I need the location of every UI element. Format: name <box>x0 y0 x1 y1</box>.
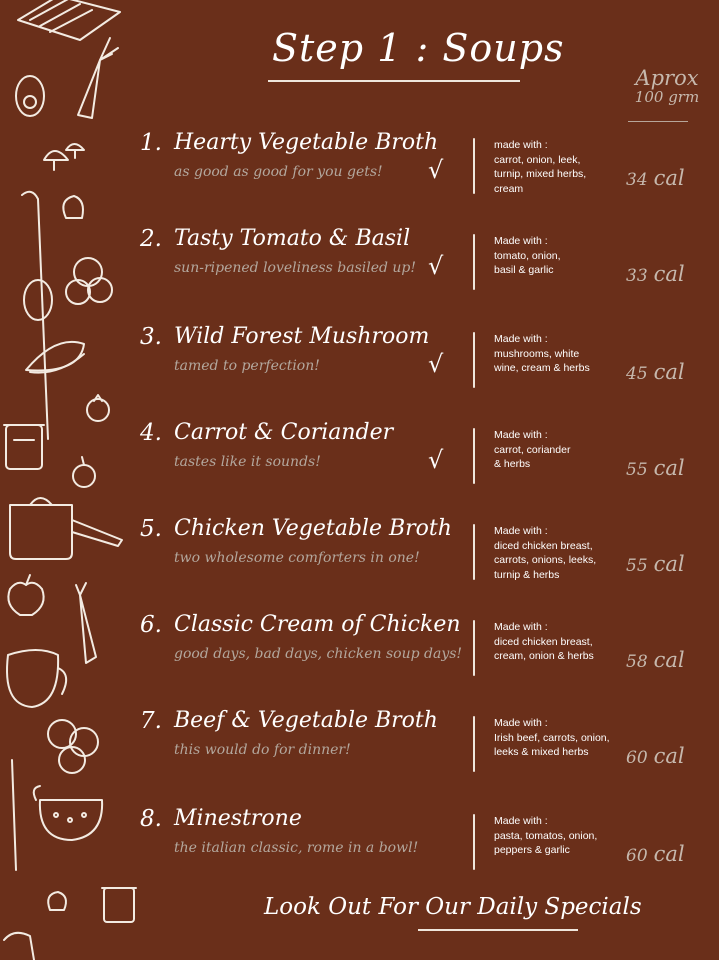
item-calories <box>626 360 685 384</box>
calorie-value: 60 <box>626 748 648 768</box>
made-with-label: Made with : <box>494 525 548 537</box>
made-with-label: Made with : <box>494 429 548 441</box>
aprox-label: Aprox <box>635 66 699 90</box>
item-divider <box>473 620 475 676</box>
item-number: 8. <box>140 806 162 832</box>
item-ingredients: carrot, onion, leek, turnip, mixed herbs, cream <box>494 153 587 195</box>
vegetarian-check-icon: √ <box>428 252 444 280</box>
calorie-unit: cal <box>653 166 685 190</box>
calorie-value: 60 <box>626 846 648 866</box>
made-with-label: Made with : <box>494 333 548 345</box>
item-calories <box>626 456 685 480</box>
item-name: Chicken Vegetable Broth <box>174 516 452 541</box>
item-ingredients-block <box>494 332 624 376</box>
item-tagline: the italian classic, rome in a bowl! <box>174 840 419 856</box>
garlic-icon-2 <box>48 892 66 910</box>
calorie-value: 45 <box>626 364 648 384</box>
item-ingredients: diced chicken breast, cream, onion & herbs <box>494 635 594 662</box>
item-ingredients: Irish beef, carrots, onion, leeks & mixed herbs <box>494 731 610 758</box>
vegetarian-check-icon: √ <box>428 446 444 474</box>
item-tagline: tamed to perfection! <box>174 358 320 374</box>
item-name: Wild Forest Mushroom <box>174 324 430 349</box>
item-calories <box>626 744 685 768</box>
made-with-label: Made with : <box>494 235 548 247</box>
item-calories <box>626 648 685 672</box>
vegetarian-check-icon: √ <box>428 156 444 184</box>
item-ingredients-block <box>494 716 624 760</box>
menu-item <box>0 420 719 500</box>
footer-underline <box>418 929 578 931</box>
item-name: Classic Cream of Chicken <box>174 612 461 637</box>
item-number: 2. <box>140 226 162 252</box>
made-with-label: Made with : <box>494 621 548 633</box>
item-ingredients: pasta, tomatos, onion, peppers & garlic <box>494 829 598 856</box>
item-ingredients: diced chicken breast, carrots, onions, leeks, turnip & herbs <box>494 539 597 581</box>
item-divider <box>473 234 475 290</box>
item-number: 4. <box>140 420 162 446</box>
menu-item <box>0 612 719 692</box>
item-divider <box>473 716 475 772</box>
cookbook-icon <box>18 0 120 40</box>
item-ingredients-block <box>494 428 624 472</box>
item-name: Hearty Vegetable Broth <box>174 130 439 155</box>
item-calories <box>626 842 685 866</box>
item-number: 5. <box>140 516 162 542</box>
calorie-unit: cal <box>653 648 685 672</box>
avocado-icon <box>16 76 44 116</box>
item-tagline: good days, bad days, chicken soup days! <box>174 646 463 662</box>
item-ingredients-block <box>494 620 624 664</box>
made-with-label: Made with : <box>494 815 548 827</box>
item-number: 7. <box>140 708 162 734</box>
menu-item <box>0 226 719 306</box>
bottle-icon <box>4 933 34 960</box>
item-ingredients-block <box>494 524 624 582</box>
calorie-unit: cal <box>653 552 685 576</box>
item-tagline: two wholesome comforters in one! <box>174 550 420 566</box>
item-number: 1. <box>140 130 162 156</box>
menu-item <box>0 708 719 788</box>
menu-item <box>0 324 719 404</box>
calorie-unit: cal <box>653 262 685 286</box>
calorie-unit: cal <box>653 456 685 480</box>
item-divider <box>473 428 475 484</box>
menu-item <box>0 806 719 886</box>
item-name: Beef & Vegetable Broth <box>174 708 438 733</box>
item-ingredients-block <box>494 138 624 196</box>
item-number: 6. <box>140 612 162 638</box>
item-tagline: sun-ripened loveliness basiled up! <box>174 260 417 276</box>
item-divider <box>473 332 475 388</box>
aprox-unit: 100 grm <box>634 88 700 106</box>
item-ingredients-block <box>494 234 624 278</box>
vegetarian-check-icon: √ <box>428 350 444 378</box>
item-calories <box>626 166 685 190</box>
item-calories <box>626 262 685 286</box>
title-underline <box>268 80 520 82</box>
item-name: Carrot & Coriander <box>174 420 394 445</box>
item-divider <box>473 138 475 194</box>
daily-specials-footer: Look Out For Our Daily Specials <box>264 894 642 920</box>
menu-item <box>0 130 719 210</box>
made-with-label: made with : <box>494 139 548 151</box>
menu-item <box>0 516 719 596</box>
calorie-unit: cal <box>653 842 685 866</box>
made-with-label: Made with : <box>494 717 548 729</box>
item-tagline: as good as good for you gets! <box>174 164 383 180</box>
calorie-value: 34 <box>626 170 648 190</box>
calorie-unit: cal <box>653 360 685 384</box>
jar-icon-2 <box>102 888 136 922</box>
item-name: Tasty Tomato & Basil <box>174 226 411 251</box>
calorie-value: 55 <box>626 460 648 480</box>
carrot-icon <box>78 38 118 118</box>
item-number: 3. <box>140 324 162 350</box>
item-divider <box>473 524 475 580</box>
item-tagline: this would do for dinner! <box>174 742 351 758</box>
item-ingredients: carrot, coriander & herbs <box>494 443 571 470</box>
calorie-value: 58 <box>626 652 648 672</box>
calorie-unit: cal <box>653 744 685 768</box>
aprox-underline <box>628 121 688 122</box>
item-calories <box>626 552 685 576</box>
calorie-value: 55 <box>626 556 648 576</box>
item-tagline: tastes like it sounds! <box>174 454 321 470</box>
item-name: Minestrone <box>174 806 302 831</box>
item-divider <box>473 814 475 870</box>
item-ingredients-block <box>494 814 624 858</box>
item-ingredients: mushrooms, white wine, cream & herbs <box>494 347 590 374</box>
aprox-header <box>622 66 712 106</box>
calorie-value: 33 <box>626 266 648 286</box>
page-title: Step 1 : Soups <box>272 26 565 70</box>
item-ingredients: tomato, onion, basil & garlic <box>494 249 561 276</box>
